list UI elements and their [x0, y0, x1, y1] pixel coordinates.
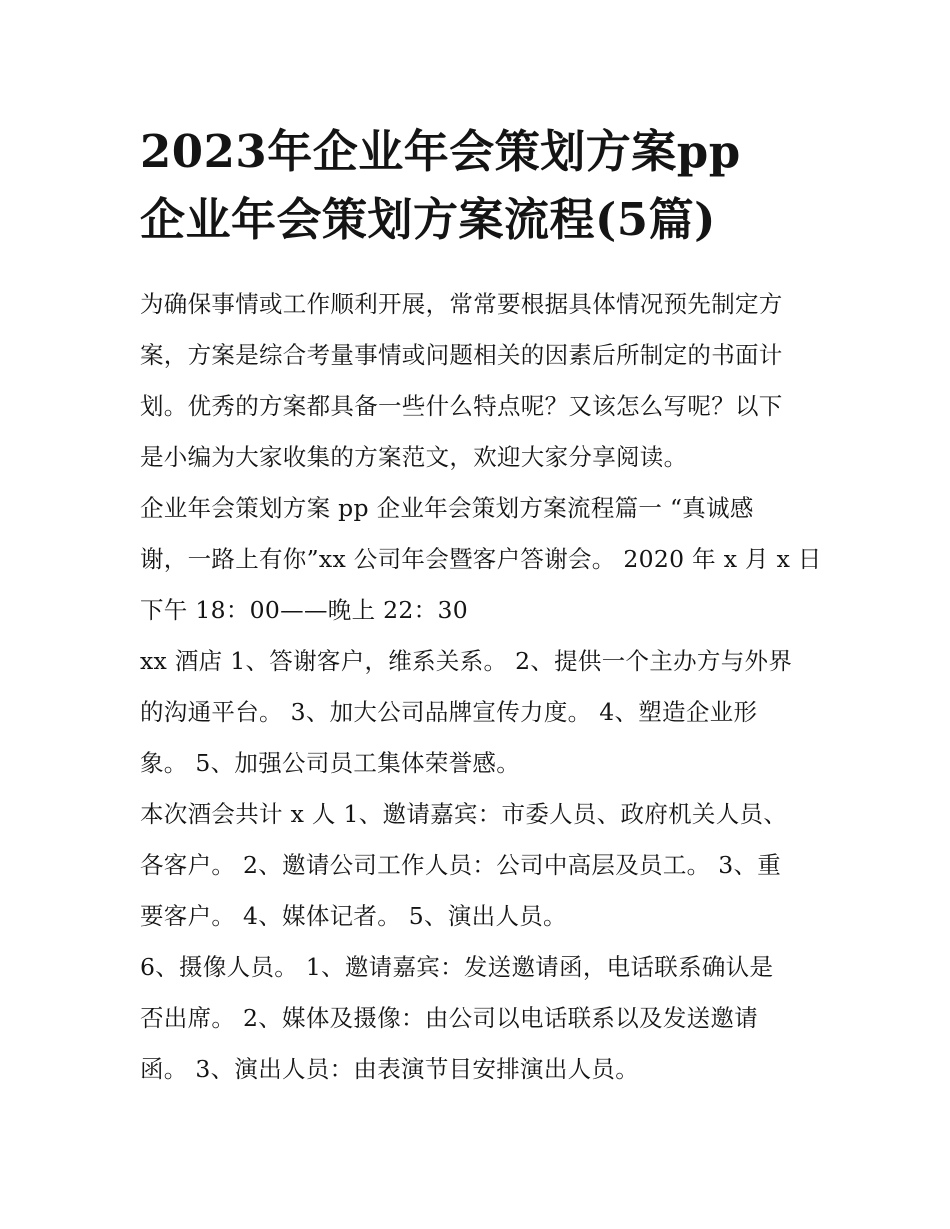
document-title	[140, 118, 820, 254]
document-body	[140, 279, 820, 1095]
title-suffix-1: pp	[676, 125, 741, 178]
body-line: 案，方案是综合考量事情或问题相关的因素后所制定的书面计	[140, 341, 783, 369]
title-line-1	[140, 118, 820, 186]
body-line: 是小编为大家收集的方案范文，欢迎大家分享阅读。	[140, 443, 688, 471]
title-year: 2023	[140, 125, 268, 178]
body-line: 为确保事情或工作顺利开展，常常要根据具体情况预先制定方	[140, 290, 783, 318]
body-line: 各客户。 2、邀请公司工作人员：公司中高层及员工。 3、重	[140, 851, 782, 879]
body-line: 本次酒会共计 x 人 1、邀请嘉宾：市委人员、政府机关人员、	[140, 800, 788, 828]
body-line: 下午 18：00——晚上 22：30	[140, 596, 468, 624]
document-page	[140, 118, 820, 1095]
body-line: 企业年会策划方案 pp 企业年会策划方案流程篇一 “真诚感	[140, 494, 754, 522]
body-line: 的沟通平台。 3、加大公司品牌宣传力度。 4、塑造企业形	[140, 698, 758, 726]
body-line: xx 酒店 1、答谢客户，维系关系。 2、提供一个主办方与外界	[140, 647, 793, 675]
body-line: 谢，一路上有你”xx 公司年会暨客户答谢会。 2020 年 x 月 x 日	[140, 545, 822, 573]
title-text-2: 企业年会策划方案流程	[140, 193, 596, 246]
body-line: 划。优秀的方案都具备一些什么特点呢？又该怎么写呢？以下	[140, 392, 783, 420]
body-line: 函。 3、演出人员：由表演节目安排演出人员。	[140, 1055, 640, 1083]
title-suffix-2: (5篇)	[595, 193, 716, 246]
title-line-2	[140, 186, 820, 254]
body-line: 要客户。 4、媒体记者。 5、演出人员。	[140, 902, 567, 930]
body-line: 6、摄像人员。 1、邀请嘉宾：发送邀请函，电话联系确认是	[140, 953, 774, 981]
body-line: 否出席。 2、媒体及摄像：由公司以电话联系以及发送邀请	[140, 1004, 759, 1032]
body-line: 象。 5、加强公司员工集体荣誉感。	[140, 749, 521, 777]
title-text-1: 年企业年会策划方案	[267, 125, 677, 178]
